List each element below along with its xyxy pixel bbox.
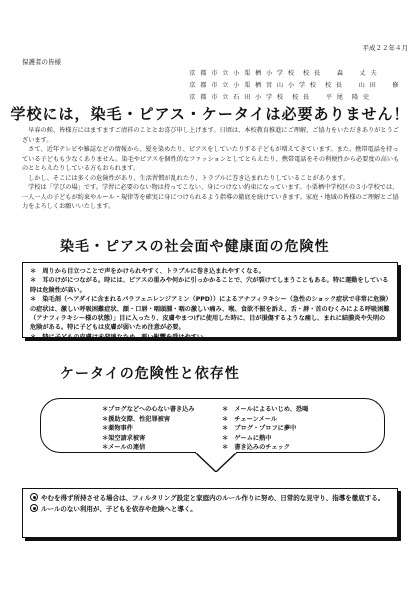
bottom-note-text: やむを得ず所持させる場合は、フィルタリング設定と家庭内のルール作りに努め、日常的な見守り、指導を徹底する。: [41, 494, 385, 502]
danger-item: ＊架空請求被害: [102, 434, 146, 442]
risk-item: ＊ 特に子どもの皮膚は未発達なため、悪い影響を受けやすい。: [30, 333, 210, 341]
bottom-notes-box: [22, 488, 398, 538]
body-paragraph: さて、近年テレビや雑誌などの情報から、髪を染めたり、ピアスをしていたりする子どもが増えてきています。また、携帯電話を持っている子どもも少なくありません。染毛やピアスを個性的なファッションとしてとらえたり、携帯電話をその利便性から必要度の高いものととらえたりしている方もおられます。: [22, 146, 400, 172]
section-title-hair-piercing: 染毛・ピアスの社会面や健康面の危険性: [60, 239, 330, 255]
danger-cloud: [40, 398, 385, 453]
bullseye-bullet-icon: [30, 504, 38, 512]
headline: 学校には，染毛・ピアス・ケータイは必要ありません！: [10, 105, 410, 123]
risk-box: [22, 262, 398, 341]
signature-block: [189, 68, 400, 104]
signature-line: 京 都 市 立 石 田 小 学 校 校 長 平 尾 隆 史: [189, 94, 371, 101]
signature-line: 京 都 市 立 小 栗 栖 宮 山 小 学 校 校 長 山 田 修: [189, 82, 400, 89]
body-paragraph: 早春の候、皆様方にはますますご清祥のこととお喜び申し上げます。日頃は、本校教育推進にご理解、ご協力をいただきありがとうございます。: [22, 127, 399, 144]
document-date: 平成２２年４月: [362, 44, 408, 52]
bullseye-bullet-icon: [30, 493, 38, 501]
cloud-tail-shape: [195, 452, 237, 472]
danger-item: ＊ チェーンメール: [222, 415, 278, 423]
risk-item: ＊ 耳のけがにつながる。時には、ピアスの重みや何かに引っかかることで、穴が裂けてしまうこともある。特に運動をしている時は危険性が高い。: [30, 277, 389, 294]
danger-item: ＊メールの連信: [102, 444, 146, 451]
danger-item: ＊プログなどへの心ない書き込み: [102, 406, 195, 413]
danger-list-left: [102, 405, 195, 453]
body-paragraph: 学校は「学びの場」です。学習に必要のない物は持ってこない、身につけない約束になっています。小栗栖中学校区の３小学校では、一人一人の子どもが約束やルール・規律等を確実に身につけられるよう指導の徹底を続けていきます。家庭・地域の皆様のご理解とご協力をよろしくお願いいたします。: [22, 184, 399, 210]
danger-item: ＊ ゲームに熱中: [222, 434, 272, 442]
danger-item: ＊薬物事件: [102, 425, 133, 432]
bottom-note: [30, 493, 390, 504]
bottom-note: [30, 504, 390, 515]
signature-line: 京 都 市 立 小 栗 栖 小 学 校 校 長 森 丈 夫: [189, 70, 379, 77]
risk-item: ＊ 染毛剤（ヘアダイに含まれるパラフェニレンジアミン（PPD））によるアナフィラキシー（急性のショック症状で非常に危険）の症状は、激しい呼吸困難症状、顔・口唇・咽頭腫・咽の激しい痛み、喉、食欲不振を訴え、舌・唇・首のむくみによる呼吸困難（アナフィラキシー様の状態）」目に入ったり、皮膚やまつげに使用した時に、目が損傷するような痛し、まれに結膜炎や失明の危険がある。特に子どもは皮膚が弱いため注意が必要。: [30, 296, 390, 332]
danger-item: ＊ 書き込みのチェック: [222, 444, 290, 451]
danger-list-right: [222, 405, 308, 453]
danger-item: ＊ メールによるいじめ、恐喝: [222, 406, 309, 413]
danger-item: ＊ ブログ・プロフに夢中: [222, 425, 297, 432]
body-paragraph: しかし、そこには多くの危険性があり、生活習慣が乱れたり、トラブルに巻き込まれたりしていることがあります。: [22, 174, 350, 182]
body-text: [22, 126, 402, 212]
greeting: 保護者の皆様: [22, 58, 61, 66]
risk-item: ＊ 周りから目立つことで声をかけられやすく、トラブルに巻き込まれやすくなる。: [30, 268, 265, 275]
danger-item: ＊援助交際、性犯罪被害: [102, 415, 171, 423]
section-title-mobile: ケータイの危険性と依存性: [60, 366, 240, 382]
bottom-note-text: ルールのない利用が、子どもを依存や危険へと導く。: [41, 505, 197, 513]
